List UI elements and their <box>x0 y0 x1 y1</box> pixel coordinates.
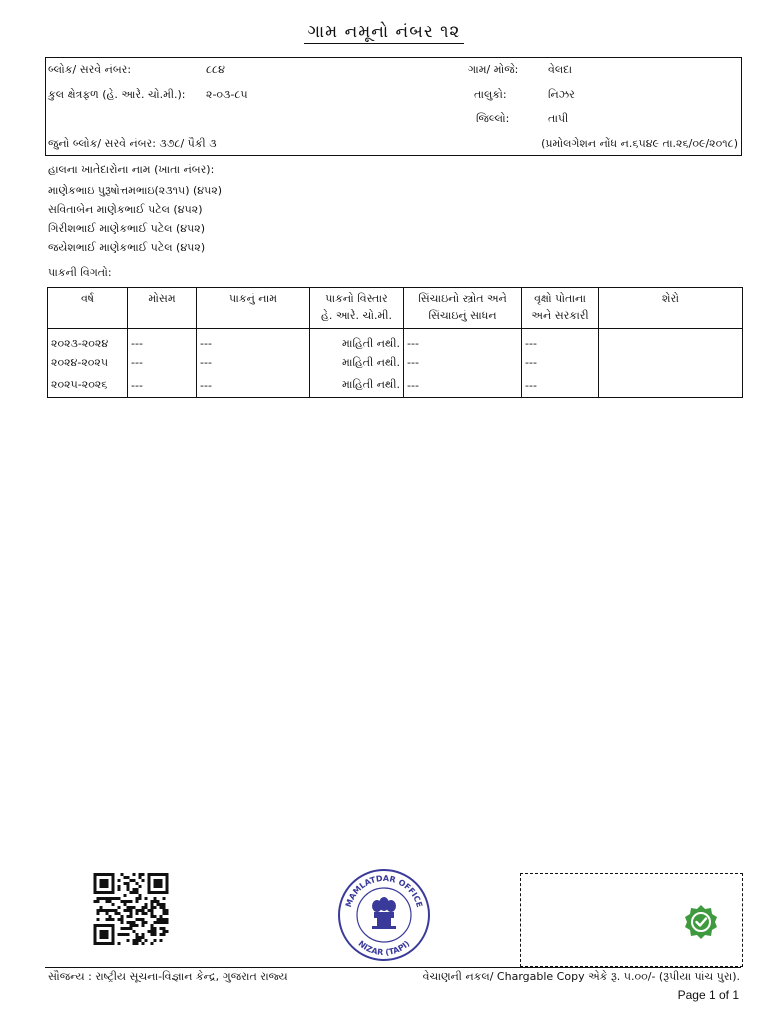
footer-copy-note: વેચાણની નકલ/ Chargable Copy એકે રૂ. ૫.૦૦/- (રૂપીયા પાંચ પુરા). <box>422 970 740 983</box>
cell-remarks <box>599 352 743 373</box>
owner-item: માણેકભાઇ પુરૂષોત્તમભાઇ(૨૩૧૫) (૪૫૨) <box>48 184 223 197</box>
cell-year: ૨૦૨૪-૨૦૨૫ <box>48 352 128 373</box>
district-label: જિલ્લો: <box>476 112 510 125</box>
crop-details-heading: પાકની વિગતો: <box>48 266 112 279</box>
col-trees: વૃક્ષો પોતાના અને સરકારી <box>522 288 599 329</box>
cell-area: માહિતી નથી. <box>310 329 404 353</box>
cell-remarks <box>599 373 743 398</box>
footer-courtesy: સૌજન્ય : રાષ્ટ્રીય સૂચના-વિજ્ઞાન કેન્દ્ર, ગુજરાત રાજ્ય <box>48 970 288 983</box>
owner-item: સવિતાબેન માણેકભાઈ પટેલ (૪૫૨) <box>48 203 203 216</box>
cell-season: --- <box>128 329 197 353</box>
page-title: ગામ નમૂનો નંબર ૧૨ <box>0 22 768 42</box>
cell-trees: --- <box>522 373 599 398</box>
emblem-icon <box>372 897 396 929</box>
cell-crop: --- <box>197 352 310 373</box>
table-row <box>48 329 743 353</box>
col-crop-area: પાકનો વિસ્તાર હે. આરે. ચો.મી. <box>310 288 404 329</box>
cell-irrigation: --- <box>404 329 522 353</box>
col-year: વર્ષ <box>48 288 128 329</box>
col-irrigation: સિંચાઇનો સ્ત્રોત અને સિંચાઇનું સાધન <box>404 288 522 329</box>
svg-text:NIZAR (TAPI): NIZAR (TAPI) <box>356 938 412 958</box>
district-value: તાપી <box>548 112 569 125</box>
cell-season: --- <box>128 373 197 398</box>
cell-area: માહિતી નથી. <box>310 352 404 373</box>
cell-irrigation: --- <box>404 352 522 373</box>
block-label: બ્લોક/ સરવે નંબર: <box>48 63 132 76</box>
cell-trees: --- <box>522 352 599 373</box>
cell-trees: --- <box>522 329 599 353</box>
verified-check-icon <box>683 904 719 940</box>
cell-irrigation: --- <box>404 373 522 398</box>
cell-year: ૨૦૨૩-૨૦૨૪ <box>48 329 128 353</box>
owner-item: ગિરીશભાઈ માણેકભાઈ પટેલ (૪૫૨) <box>48 222 206 235</box>
village-label: ગામ/ મોજે: <box>468 63 519 76</box>
area-label: કુલ ક્ષેત્રફળ (હે. આરે. ચો.મી.): <box>48 88 186 101</box>
promulgation-note: (પ્રમોલગેશન નોંધ ન.૬૫૪૯ તા.૨૬/૦૯/૨૦૧૮) <box>541 137 738 150</box>
table-row <box>48 373 743 398</box>
mamlatdar-office-seal <box>337 868 431 962</box>
taluka-label: તાલુકો: <box>474 88 507 101</box>
col-season: મોસમ <box>128 288 197 329</box>
area-value: ૨-૦૩-૮૫ <box>206 88 248 101</box>
qr-code <box>93 873 169 945</box>
cell-remarks <box>599 329 743 353</box>
block-value: ૮૮૪ <box>206 63 225 76</box>
taluka-value: નિઝર <box>548 88 575 101</box>
crop-details-table <box>47 287 743 398</box>
old-block-number: જુનો બ્લોક/ સરવે નંબર: ૩૭૮/ પૈકી ૩ <box>48 137 217 150</box>
table-header-row <box>48 288 743 329</box>
owners-heading: હાલના ખાતેદારોના નામ (ખાતા નંબર): <box>48 163 215 176</box>
col-remarks: શેરો <box>599 288 743 329</box>
col-crop-name: પાકનું નામ <box>197 288 310 329</box>
cell-crop: --- <box>197 373 310 398</box>
village-value: વેલદા <box>548 63 573 76</box>
cell-crop: --- <box>197 329 310 353</box>
page-number: Page 1 of 1 <box>677 988 739 1002</box>
table-row <box>48 352 743 373</box>
svg-text:MAMLATDAR OFFICE: MAMLATDAR OFFICE <box>343 873 425 909</box>
cell-year: ૨૦૨૫-૨૦૨૬ <box>48 373 128 398</box>
cell-season: --- <box>128 352 197 373</box>
cell-area: માહિતી નથી. <box>310 373 404 398</box>
footer-divider <box>45 967 741 968</box>
owner-item: જયેશભાઈ માણેકભાઈ પટેલ (૪૫૨) <box>48 241 206 254</box>
